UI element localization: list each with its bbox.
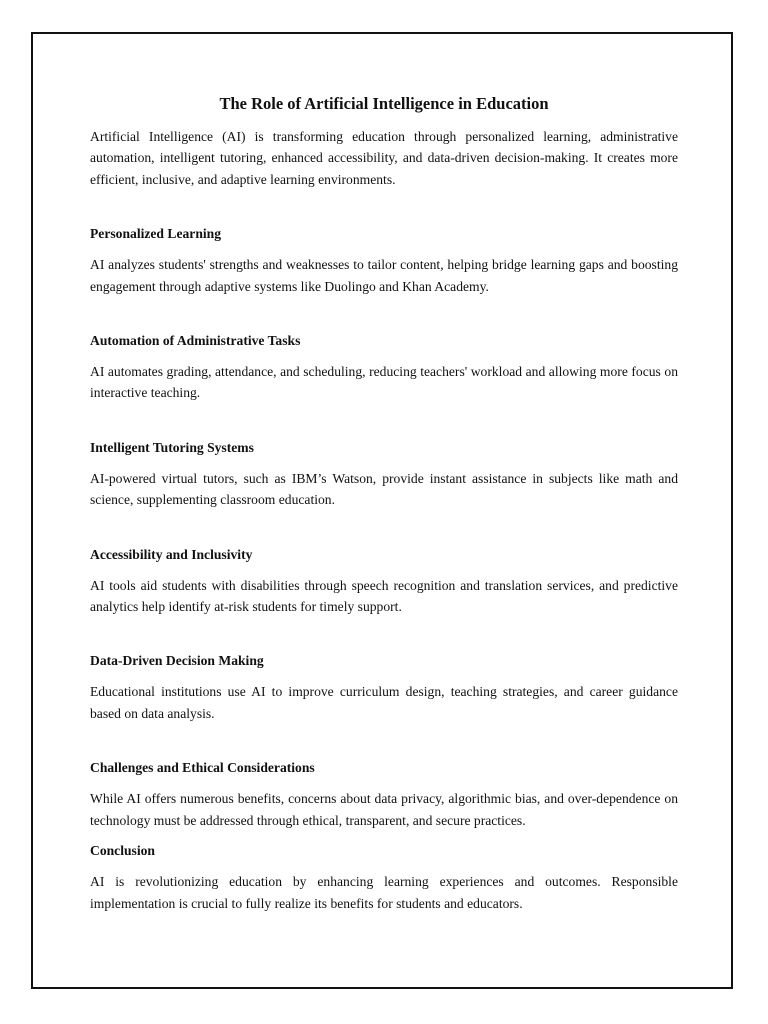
document-title: The Role of Artificial Intelligence in Education (219, 94, 549, 113)
section-heading: Data-Driven Decision Making (90, 653, 264, 669)
section-personalized-learning (90, 224, 678, 297)
section-paragraph: AI analyzes students' strengths and weaknesses to tailor content, helping bridge learning gaps and boosting engagement through adaptive systems like Duolingo and Khan Academy. (90, 257, 678, 294)
section-heading: Conclusion (90, 843, 155, 859)
section-challenges (90, 758, 678, 831)
section-intelligent-tutoring (90, 438, 678, 511)
section-paragraph: AI is revolutionizing education by enhancing learning experiences and outcomes. Responsible implementation is crucial to fully realize its benefits for students and educators. (90, 874, 678, 911)
section-conclusion (90, 841, 678, 914)
section-heading: Automation of Administrative Tasks (90, 333, 301, 349)
document-content (90, 92, 678, 914)
section-paragraph: While AI offers numerous benefits, concerns about data privacy, algorithmic bias, and over-dependence on technology must be addressed through ethical, transparent, and secure practices. (90, 791, 678, 828)
intro-paragraph: Artificial Intelligence (AI) is transforming education through personalized learning, administrative automation, intelligent tutoring, enhanced accessibility, and data-driven decision-making. It creates more efficient, inclusive, and adaptive learning environments. (90, 129, 678, 187)
section-paragraph: AI tools aid students with disabilities through speech recognition and translation services, and predictive analytics help identify at-risk students for timely support. (90, 577, 678, 615)
section-heading: Accessibility and Inclusivity (90, 546, 253, 562)
section-paragraph: AI-powered virtual tutors, such as IBM’s Watson, provide instant assistance in subjects like math and science, supplementing classroom education. (90, 470, 678, 508)
section-accessibility (90, 545, 678, 618)
section-heading: Intelligent Tutoring Systems (90, 439, 254, 455)
section-data-driven (90, 651, 678, 724)
section-paragraph: AI automates grading, attendance, and scheduling, reducing teachers' workload and allowing more focus on interactive teaching. (90, 364, 678, 401)
section-heading: Personalized Learning (90, 226, 222, 242)
section-automation (90, 331, 678, 404)
section-paragraph: Educational institutions use AI to improve curriculum design, teaching strategies, and career guidance based on data analysis. (90, 684, 678, 721)
section-heading: Challenges and Ethical Considerations (90, 760, 315, 776)
